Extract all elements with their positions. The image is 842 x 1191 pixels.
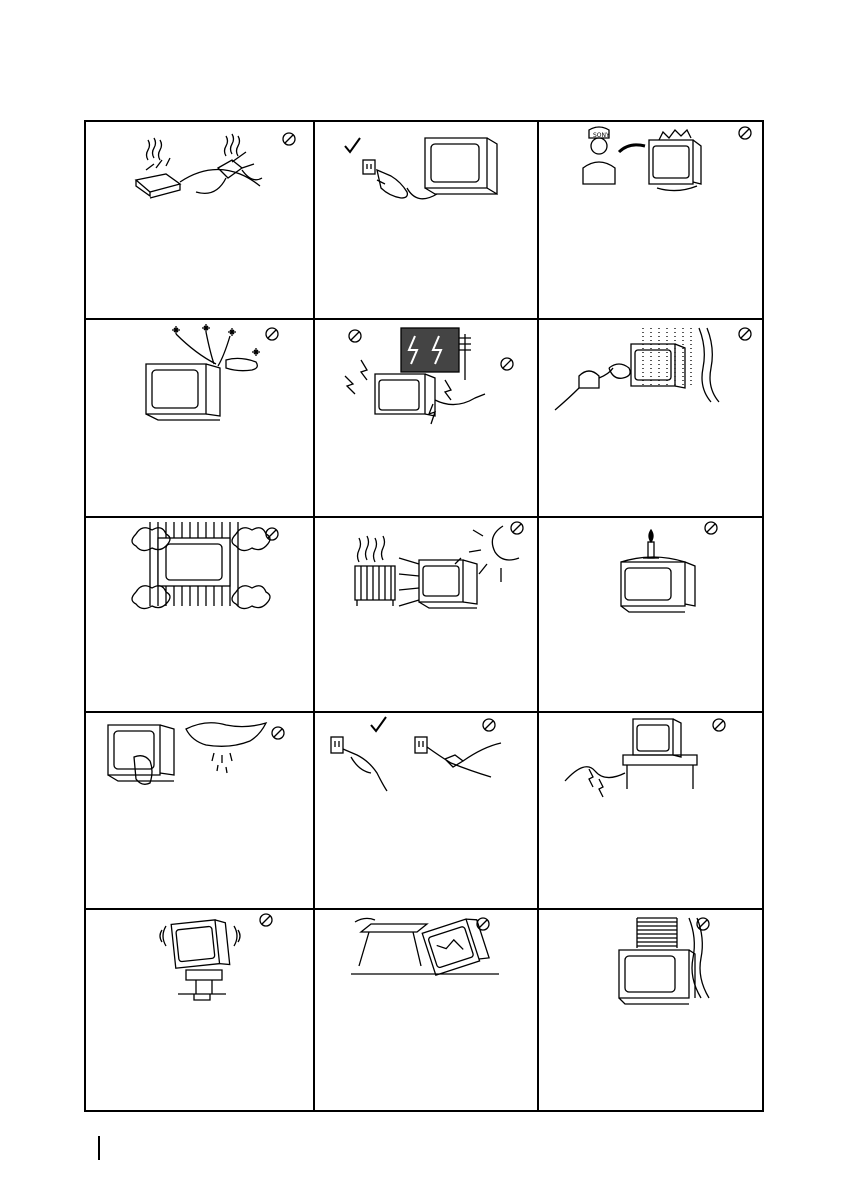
tv-icon <box>108 725 174 781</box>
rain-curtain-icon <box>643 328 691 388</box>
checkmark-icon <box>345 138 360 152</box>
books-stack-icon <box>637 918 677 948</box>
panel-ventilation-blocked <box>86 518 312 711</box>
hand-plug-icon <box>377 170 407 198</box>
panel-falling-tv <box>315 910 537 1112</box>
power-cord <box>407 188 437 199</box>
prohibited-icon <box>266 528 278 540</box>
prohibited-icon <box>349 330 361 342</box>
heat-waves-icon <box>147 134 240 160</box>
panel-moisture-steam <box>539 320 764 516</box>
svg-text:SONY: SONY <box>593 132 610 139</box>
hand-object-icon <box>226 358 257 370</box>
prohibited-icon <box>266 328 278 340</box>
tv-icon <box>619 950 695 1004</box>
panel-no-candles-on-top <box>539 518 764 711</box>
motion-lines-icon <box>355 918 375 922</box>
prohibited-icon <box>739 328 751 340</box>
checkmark-icon <box>371 717 386 731</box>
panel-lightning-storm <box>315 320 537 516</box>
lightning-bolts-icon <box>589 769 603 797</box>
sun-icon <box>455 526 519 582</box>
prohibited-icon <box>283 133 295 145</box>
antenna-icon <box>459 334 471 380</box>
safety-panel-grid <box>84 120 764 1112</box>
tv-icon <box>621 557 695 612</box>
arrow-icon <box>619 145 645 152</box>
wall-outlet-icon <box>331 737 343 753</box>
prohibited-icon <box>705 522 717 534</box>
tv-icon <box>158 538 230 586</box>
kettle-icon <box>579 368 613 388</box>
panel-do-not-open-cabinet <box>539 122 764 318</box>
panel-damaged-power-cord <box>539 713 764 908</box>
page-margin-bar <box>98 1136 100 1160</box>
prohibited-icon <box>483 719 495 731</box>
prohibited-icon <box>260 914 272 926</box>
panel-unstable-surface <box>86 910 312 1112</box>
wet-cloth-icon <box>186 723 266 773</box>
radiator-icon <box>355 566 395 606</box>
power-cord <box>555 388 579 410</box>
wall-outlet-icon <box>363 160 375 174</box>
tv-icon <box>633 719 681 757</box>
broken-tv-icon <box>422 916 489 975</box>
panel-no-objects-on-top <box>539 910 764 1112</box>
stand-icon <box>178 970 226 1000</box>
curtain-icon <box>699 328 719 402</box>
technician-icon <box>583 127 615 184</box>
tv-icon <box>146 364 220 420</box>
table-icon <box>623 755 697 789</box>
power-cord <box>435 394 485 405</box>
panel-unplug-by-plug <box>315 122 537 318</box>
hand-plug-icon <box>343 749 387 791</box>
panel-no-objects-in-openings <box>86 320 312 516</box>
tv-icon <box>425 138 497 194</box>
prohibited-icon <box>477 918 489 930</box>
tv-icon <box>171 919 230 970</box>
candle-icon <box>643 530 659 558</box>
prohibited-icon <box>739 127 751 139</box>
tv-icon <box>631 344 685 388</box>
prohibited-icon <box>511 522 523 534</box>
wall-outlet-icon <box>415 737 427 753</box>
tv-back-icon <box>649 130 701 191</box>
window-lightning-icon <box>401 328 459 372</box>
curtain-icon <box>689 918 709 998</box>
power-cord <box>565 767 625 781</box>
hand-cloth-icon <box>134 756 152 785</box>
panel-heat-sources-sunlight <box>315 518 537 711</box>
panel-overloaded-outlets <box>86 122 312 318</box>
panel-plug-handling <box>315 713 537 908</box>
tipping-table-icon <box>359 924 427 966</box>
prohibited-icon <box>272 727 284 739</box>
hand-cord-icon <box>427 743 501 777</box>
prohibited-icon <box>501 358 513 370</box>
tv-icon <box>419 560 477 608</box>
plug-cluster-icon <box>196 152 262 193</box>
panel-cleaning-dry-cloth <box>86 713 312 908</box>
prohibited-icon <box>713 719 725 731</box>
steam-cloud-icon <box>609 364 630 378</box>
tv-icon <box>375 374 435 416</box>
